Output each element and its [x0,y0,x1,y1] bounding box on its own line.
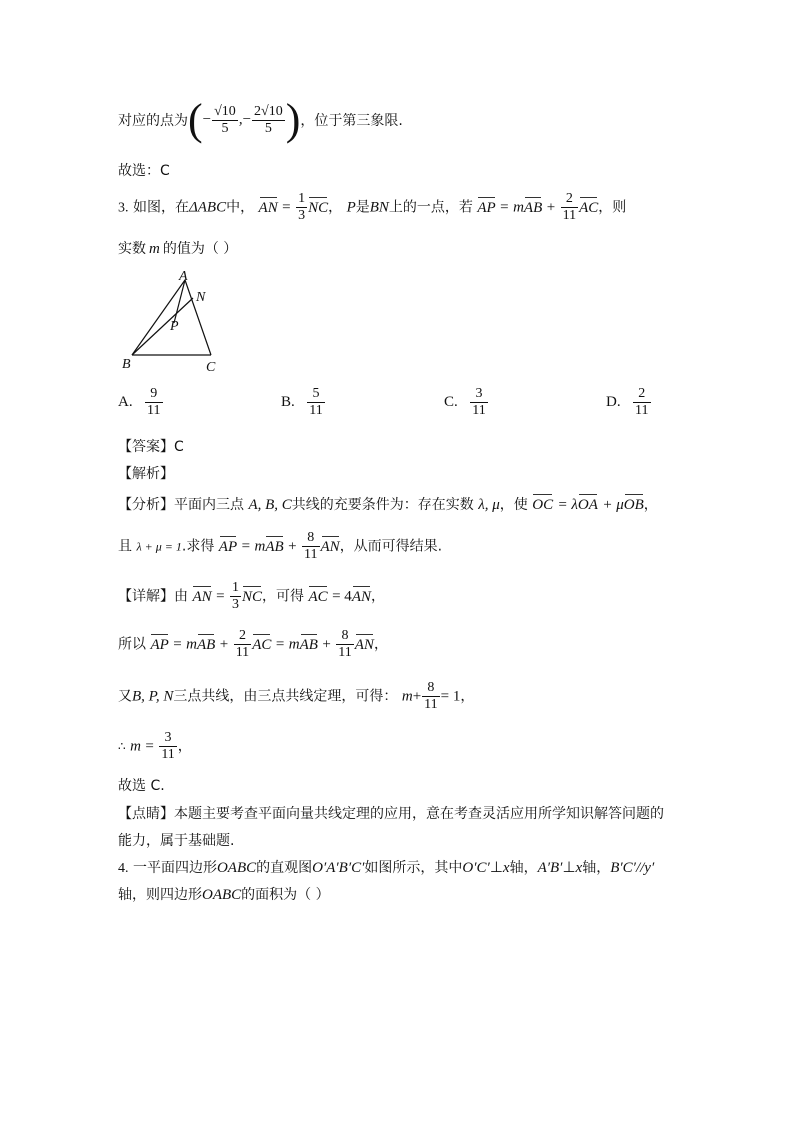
numerator: √10 [214,103,236,119]
option-letter: D. [606,394,621,410]
numerator: 2√10 [254,103,283,119]
text: 一平面四边形 [132,860,217,876]
equals: = [500,199,509,216]
parallel-symbol: // [635,860,645,876]
fraction-2-11 [561,191,578,224]
vector-ap: AP [477,199,496,216]
numerator: 1 [298,191,306,206]
text: 且 [118,538,132,555]
fraction-8-11 [302,530,319,563]
vector-ap: AP [150,636,169,653]
fraction-1-3 [296,191,307,224]
answer-line-1: 故选：C [118,163,170,179]
fraction-8-11 [336,628,353,661]
analysis-line-1 [118,494,658,514]
numerator: 2 [633,386,650,403]
plus: + [412,688,422,705]
text: 所以 [118,636,146,653]
vector-oa: OA [577,497,598,513]
option-fraction [470,386,487,419]
vector-ab: AB [197,636,216,653]
text: ， [460,688,475,705]
numerator: 8 [336,628,353,645]
fraction-1 [212,104,238,137]
numerator: 2 [561,191,578,208]
triangle-abc: ΔABC [188,199,227,216]
text: 的直观图 [256,860,313,876]
collinear-line [118,680,474,713]
comment-line-1 [118,803,664,823]
segment-oc: O′C′ [462,860,490,876]
denominator: 5 [264,120,272,136]
comment-label: 【点睛】 [118,806,174,822]
perp-symbol: ⊥ [562,860,576,876]
fraction-1-3 [230,580,241,613]
numerator: 3 [159,730,176,747]
vector-ac: AC [308,588,328,605]
numerator: 2 [234,628,251,645]
vector-an: AN [354,636,374,653]
vector-nc: NC [308,199,329,216]
answer-tag: 【答案】C [118,439,184,455]
numerator: 3 [470,386,487,403]
equals: = [282,199,291,216]
fraction-8-11 [422,680,439,713]
analysis-label: 【分析】 [118,497,174,513]
text: .求得 [181,538,215,555]
vector-an: AN [192,588,212,605]
equals-four: = 4 [332,588,352,605]
quad-projection: O′A′B′C′ [312,860,365,876]
text: ，可得 [262,588,305,605]
denominator: 11 [309,403,323,418]
question-4-line-1 [118,857,654,877]
option-d[interactable] [606,386,652,419]
x-axis: x [575,860,583,876]
numerator: 9 [145,386,162,403]
label-b: B [122,357,131,372]
label-a: A [179,269,188,284]
segment-ap-ext [174,280,185,323]
points-abc: A, B, C [248,497,292,513]
plus: + [219,636,229,653]
vector-ob: OB [623,497,644,513]
text: 由 [174,588,188,605]
text: ，位于第三象限. [300,113,403,129]
side-ab [132,280,185,355]
text: 共线的充要条件为：存在实数 [291,497,474,513]
points-bpn: B, P, N [132,688,174,705]
denominator: 11 [235,645,250,660]
denominator: 11 [424,697,438,712]
segment-bn: BN [369,199,389,216]
equals: = [216,588,225,605]
minus-sign: − [202,111,212,128]
numerator: 1 [232,580,239,595]
text: 中， [226,199,255,216]
vector-nc: NC [242,588,263,605]
variable-m: m [288,636,300,653]
option-letter: B. [281,394,295,410]
numerator: 8 [302,530,319,547]
plus-mu: + μ [602,497,624,513]
equals: = [241,538,251,555]
variable-m: m [401,688,413,705]
comma: ,− [238,111,252,128]
segment-bn [132,298,193,355]
plus: + [546,199,556,216]
text: 三点共线，由三点共线定理，可得： [173,688,398,705]
question-3-line-2 [118,238,237,258]
text: ， [370,588,385,605]
option-a[interactable] [118,386,164,419]
denominator: 11 [304,547,318,562]
variable-m: m [513,199,524,216]
question-3-line-1 [118,191,626,224]
variable-m: m [130,738,141,755]
text: 轴， [582,860,611,876]
result-line [118,730,192,763]
quad-oabc: OABC [216,860,257,876]
denominator: 11 [338,645,352,660]
x-axis: x [502,860,510,876]
option-fraction [307,386,324,419]
segment-ab: A′B′ [537,860,563,876]
option-letter: A. [118,394,133,410]
denominator: 3 [298,208,306,223]
detail-label: 【详解】 [118,588,174,605]
text: 平面内三点 [174,497,244,513]
denominator: 11 [562,208,577,223]
numerator: 5 [307,386,324,403]
text: 是 [355,199,370,216]
text: ， [177,738,192,755]
denominator: 11 [635,403,649,418]
segment-bc: B′C′ [610,860,636,876]
right-paren: ) [285,95,301,144]
text: 轴， [509,860,538,876]
option-c[interactable] [444,386,489,419]
vector-ab: AB [265,538,284,555]
lambda-mu: λ, μ [478,497,500,513]
comment-line-2: 能力，属于基础题. [118,833,235,849]
text: ， [643,497,658,513]
text: 的值为（ ） [162,241,238,257]
text: 如图，在 [132,199,189,216]
option-letter: C. [444,394,458,410]
left-paren: ( [188,95,203,144]
label-p: P [170,319,179,334]
vector-ap: AP [218,538,238,555]
numerator: 8 [422,680,439,697]
fraction-2 [252,104,285,137]
text: 轴，则四边形 [118,887,202,903]
vector-ac: AC [252,636,272,653]
triangle-figure [118,268,228,378]
text: ，使 [499,497,528,513]
option-b[interactable] [281,386,326,419]
vector-an: AN [258,199,278,216]
text: ，从而可得结果. [339,538,443,555]
label-c: C [206,360,216,375]
y-axis: y′ [644,860,655,876]
therefore-line [118,628,388,661]
fraction-3-11 [159,730,176,763]
text: 本题主要考查平面向量共线定理的应用，意在考查灵活应用所学知识解答问题的 [174,806,664,822]
text: ， [373,636,388,653]
answer-line-2: 故选 C. [118,778,165,794]
text: 又 [118,688,132,705]
vector-an: AN [320,538,340,555]
text: ，则 [598,199,627,216]
fraction-2-11 [234,628,251,661]
text: 对应的点为 [118,113,188,129]
option-fraction [633,386,650,419]
variable-m: m [254,538,266,555]
denominator: 11 [147,403,161,418]
equals: = [173,636,182,653]
denominator: 11 [161,747,175,762]
perp-symbol: ⊥ [489,860,503,876]
variable-m: m [149,241,160,257]
analysis-line-2 [118,530,442,563]
point-p: P [346,199,356,216]
therefore-symbol: ∴ [118,739,126,754]
label-n: N [196,290,206,305]
quad-oabc: OABC [202,887,242,903]
text: ， [328,199,343,216]
condition: λ + μ = 1 [136,539,182,554]
question-number: 4. [118,861,129,876]
denominator: 3 [232,597,239,612]
text: 如图所示，其中 [364,860,463,876]
analysis-tag: 【解析】 [118,466,174,482]
vector-ab-2: AB [299,636,318,653]
text: 上的一点，若 [388,199,473,216]
equals-one: = 1 [440,688,461,705]
text: 的面积为（ ） [241,887,330,903]
option-fraction [145,386,162,419]
point-coordinates-line [118,95,403,144]
equals: = [275,636,285,653]
variable-m: m [186,636,197,653]
denominator: 11 [472,403,486,418]
vector-ab: AB [523,199,543,216]
question-number: 3. [118,200,129,216]
denominator: 5 [221,120,229,136]
vector-an-2: AN [351,588,371,605]
equals-lambda: = λ [557,497,578,513]
equals: = [145,738,154,755]
plus: + [288,538,297,555]
detail-line-1 [118,580,385,613]
vector-ac: AC [579,199,599,216]
plus: + [322,636,331,653]
question-4-line-2 [118,884,330,904]
vector-oc: OC [532,497,554,513]
text: 实数 [118,241,146,257]
